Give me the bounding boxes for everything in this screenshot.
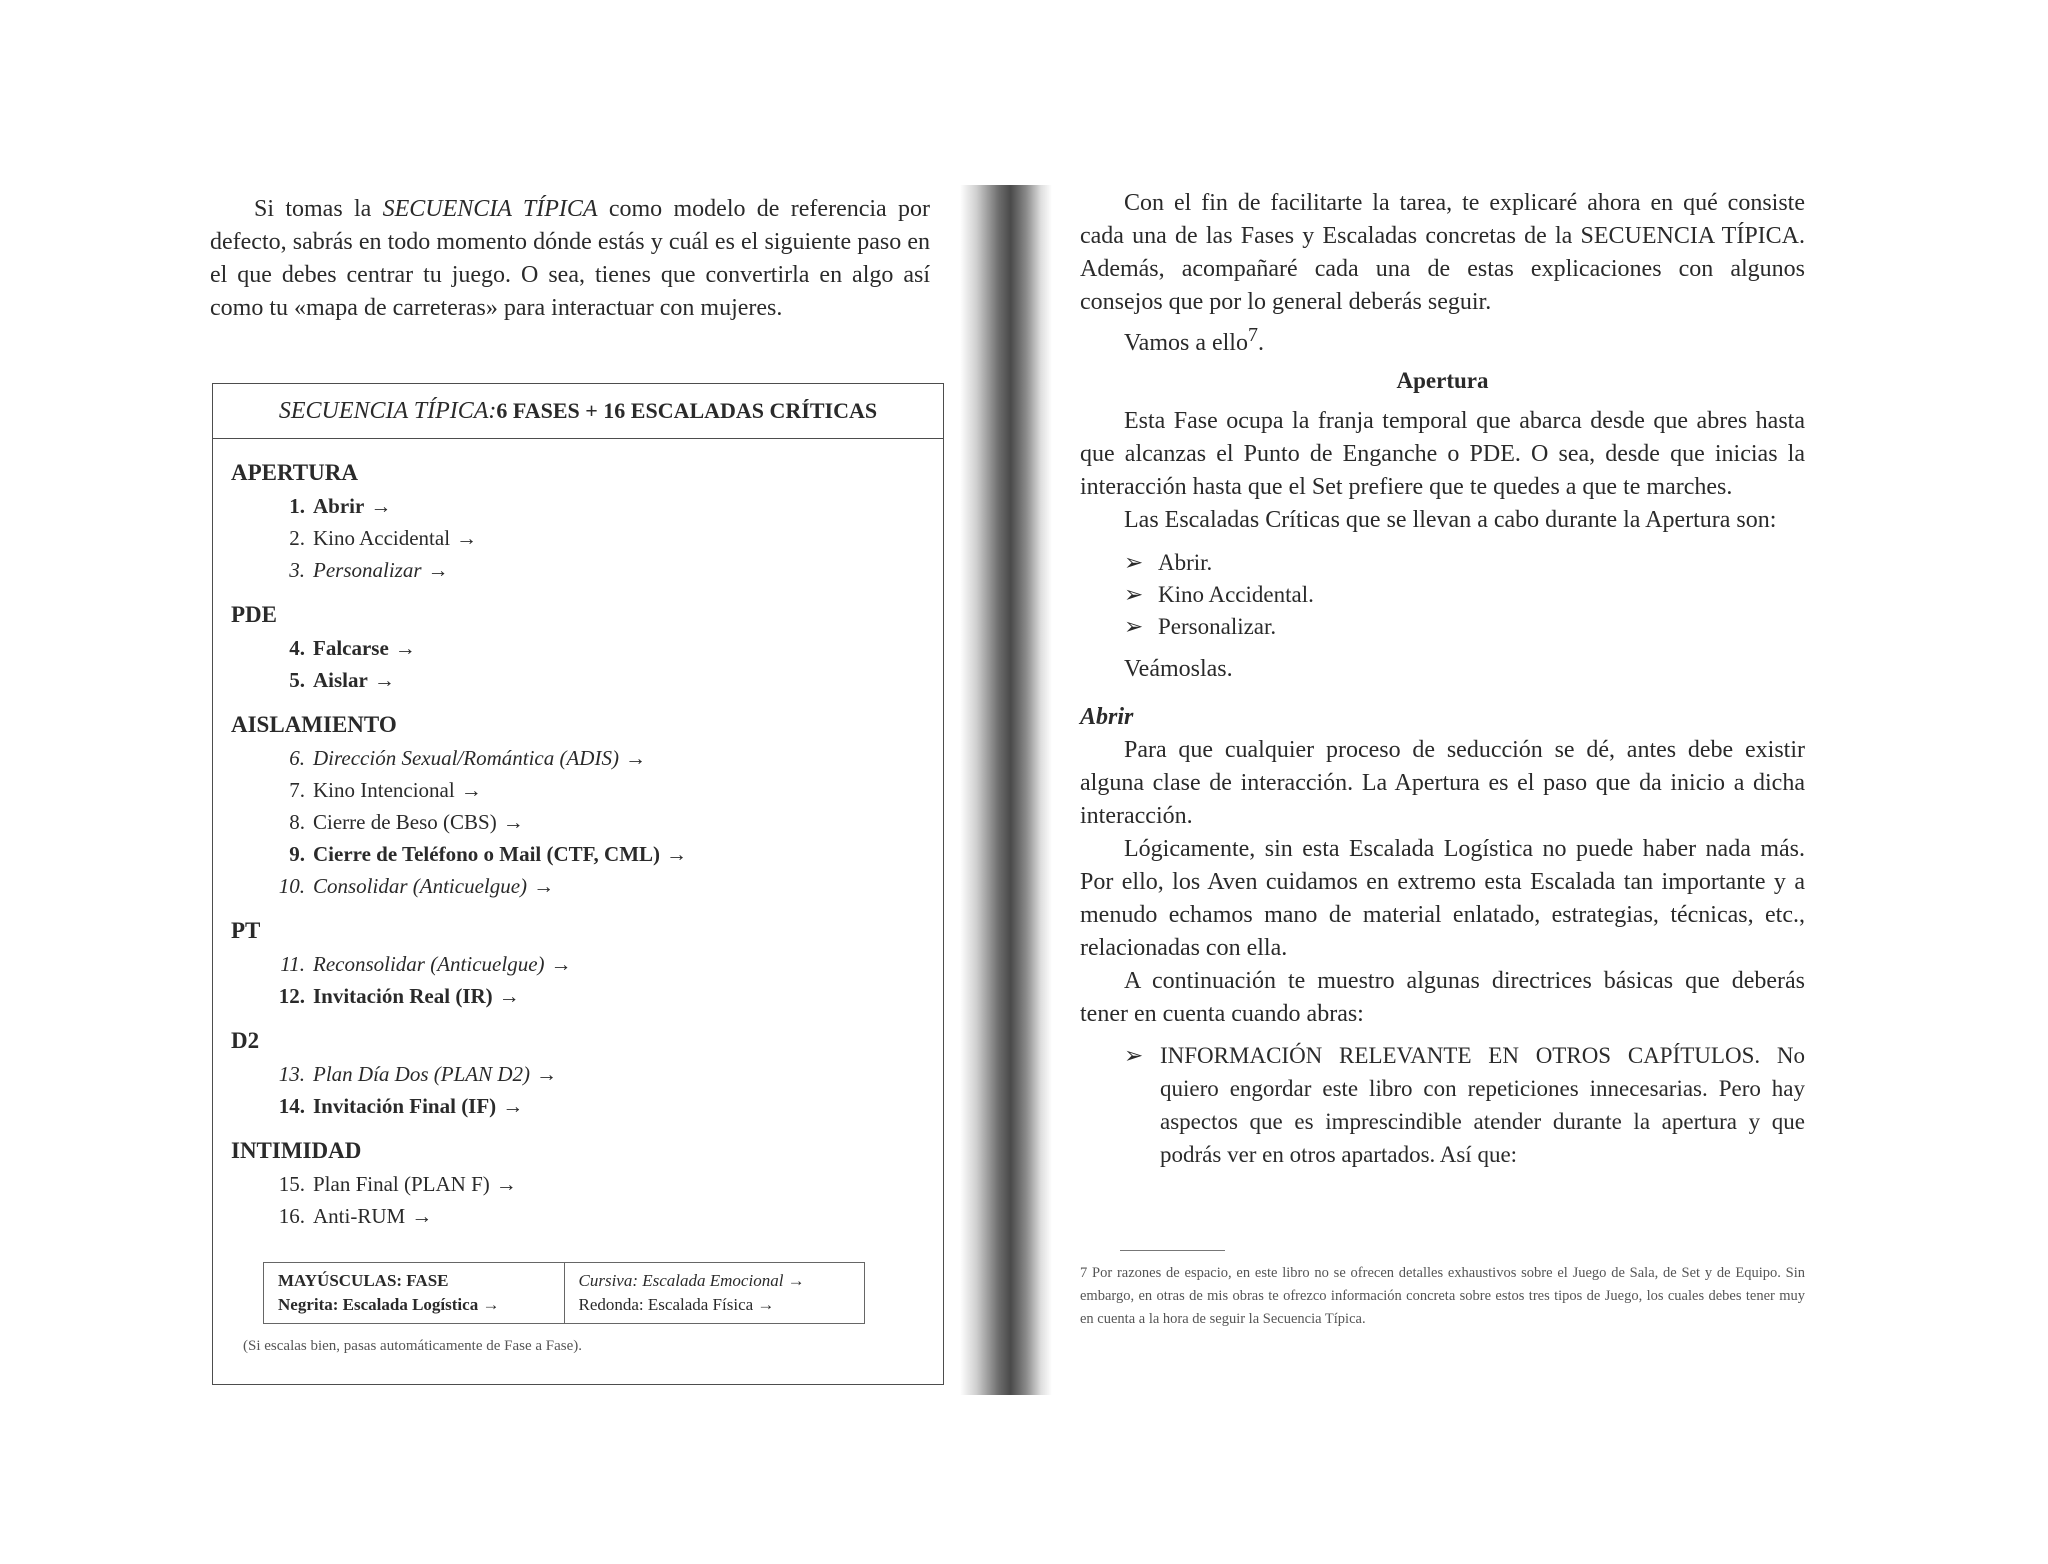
arrow-right-icon: → — [456, 526, 478, 550]
bullet-text: Kino Accidental. — [1158, 582, 1314, 607]
step-label: Personalizar — [313, 558, 422, 582]
phase-heading: PT — [231, 918, 261, 943]
step-label: Anti-RUM — [313, 1204, 406, 1228]
phase-heading: AISLAMIENTO — [231, 712, 397, 737]
arrow-right-icon: → — [370, 494, 392, 518]
legend-redonda: Redonda: Escalada Física → — [578, 1295, 775, 1314]
step-item — [275, 664, 921, 696]
table-title-bold: 6 FASES + 16 ESCALADAS CRÍTICAS — [496, 398, 878, 423]
apertura-paragraph-2: Las Escaladas Críticas que se llevan a cabo durante la Apertura son: — [1124, 507, 1777, 533]
subsection-title-abrir: Abrir — [1080, 704, 1134, 730]
step-label: Plan Final (PLAN F) — [313, 1172, 490, 1196]
step-number: 14. — [278, 1094, 305, 1118]
arrow-right-icon: → — [498, 984, 520, 1008]
abrir-paragraph-1: Para que cualquier proceso de seducción se dé, antes debe existir alguna clase de interacción. La Apertura es el paso que da inicio a dicha interacción. — [1080, 737, 1805, 829]
step-item — [275, 1090, 921, 1122]
step-label: Invitación Real (IR) — [313, 984, 493, 1008]
table-note: (Si escalas bien, pasas automáticamente de Fase a Fase). — [243, 1338, 583, 1354]
bullet-text: Abrir. — [1158, 550, 1213, 575]
phase-steps — [231, 490, 921, 586]
apertura-paragraph-1: Esta Fase ocupa la franja temporal que abarca desde que abres hasta que alcanzas el Punto de Enganche o PDE. O sea, desde que inicias la interacción hasta que el Set prefiere que te quedes a que te marches. — [1080, 408, 1805, 500]
phase-heading: INTIMIDAD — [231, 1138, 362, 1163]
step-item — [275, 948, 921, 980]
phase-steps — [231, 1168, 921, 1232]
intro-text-b: como modelo de referencia por defecto, sabrás en todo momento dónde estás y cuál es el siguiente paso en el que debes centrar tu juego. O sea, tienes que convertirla en algo así como tu «mapa de carreteras» para interactuar con mujeres. — [210, 196, 931, 321]
legend-cursiva: Cursiva: Escalada Emocional → — [578, 1271, 805, 1290]
phase-steps — [231, 742, 921, 902]
phase-steps — [231, 632, 921, 696]
right-intro-paragraph: Con el fin de facilitarte la tarea, te explicaré ahora en qué consiste cada una de las Fases y Escaladas concretas de la SECUENCIA TÍPICA. Además, acompañaré cada una de estas explicaciones con algunos consejos que por lo general deberás seguir. — [1080, 190, 1805, 315]
step-label: Reconsolidar (Anticuelgue) — [313, 952, 545, 976]
footnote-7: 7 Por razones de espacio, en este libro no se ofrecen detalles exhaustivos sobre el Juego de Sala, de Set y de Equipo. Sin embargo, en otras de mis obras te ofrezco información concreta sobre estos tres tipos de Juego, los cuales debes tener muy en cuenta a la hora de seguir la Secuencia Típica. — [1080, 1265, 1805, 1327]
book-gutter-shadow — [960, 185, 1052, 1395]
arrow-right-icon: → — [533, 874, 555, 898]
list-item — [1124, 1039, 1805, 1171]
bullet-arrow-icon: ➢ — [1124, 582, 1144, 607]
arrow-right-icon: → — [536, 1062, 557, 1086]
info-item-text: INFORMACIÓN RELEVANTE EN OTROS CAPÍTULOS. No quiero engordar este libro con repeticiones innecesarias. Pero hay aspectos que es imprescindible atender durante la apertura y que podrás ver en otros apartados. Así que: — [1160, 1043, 1805, 1167]
step-item — [275, 774, 921, 806]
legend-left — [264, 1263, 564, 1323]
left-intro-paragraph — [210, 193, 930, 325]
table-title-italic: SECUENCIA TÍPICA: — [278, 397, 497, 424]
step-label: Cierre de Teléfono o Mail (CTF, CML) — [313, 842, 661, 866]
legend-right — [564, 1263, 865, 1323]
bullet-arrow-icon: ➢ — [1124, 614, 1144, 639]
phase-sections — [231, 458, 921, 1232]
vamos-text: Vamos a ello — [1124, 330, 1248, 356]
step-number: 9. — [289, 842, 305, 866]
section-title-apertura: Apertura — [1396, 368, 1489, 393]
arrow-right-icon: → — [394, 636, 416, 660]
step-number: 15. — [278, 1172, 305, 1196]
step-number: 11. — [280, 952, 305, 976]
vamos-line: Vamos a ello$^7$. — [1124, 324, 1264, 356]
step-label: Kino Intencional — [313, 778, 455, 802]
phase-heading: APERTURA — [231, 460, 358, 485]
arrow-right-icon: → — [427, 558, 449, 582]
arrow-right-icon: → — [460, 778, 482, 802]
step-item — [275, 1200, 921, 1232]
step-label: Aislar — [313, 668, 368, 692]
step-label: Falcarse — [313, 636, 389, 660]
step-number: 5. — [289, 668, 305, 692]
step-item — [275, 632, 921, 664]
step-number: 13. — [278, 1062, 305, 1086]
step-number: 6. — [289, 746, 305, 770]
step-item — [275, 980, 921, 1012]
step-number: 1. — [289, 494, 305, 518]
step-number: 7. — [289, 778, 305, 802]
intro-text-a: Si tomas la — [254, 196, 383, 222]
step-number: 8. — [289, 810, 305, 834]
step-item — [275, 554, 921, 586]
step-label: Invitación Final (IF) — [313, 1094, 497, 1118]
intro-emphasis: SECUENCIA TÍPICA — [382, 196, 598, 222]
step-item — [275, 870, 921, 902]
step-label: Kino Accidental — [313, 526, 451, 550]
step-item — [275, 838, 921, 870]
abrir-paragraph-3: A continuación te muestro algunas directrices básicas que deberás tener en cuenta cuando abras: — [1080, 968, 1805, 1027]
step-number: 12. — [278, 984, 305, 1008]
step-number: 4. — [289, 636, 305, 660]
step-number: 10. — [278, 874, 305, 898]
directrices-list — [1124, 1039, 1805, 1171]
step-label: Abrir — [313, 494, 365, 518]
arrow-right-icon: → — [495, 1172, 517, 1196]
step-item — [275, 522, 921, 554]
table-title — [213, 384, 943, 439]
bullet-arrow-icon: ➢ — [1124, 550, 1144, 575]
abrir-paragraph-2: Lógicamente, sin esta Escalada Logística no puede haber nada más. Por ello, los Aven cuidamos en extremo esta Escalada tan importante y a menudo echamos mano de material enlatado, estrategias, técnicas, etc., relacionadas con ella. — [1080, 836, 1805, 961]
phase-steps — [231, 1058, 921, 1122]
list-item — [1124, 547, 1805, 579]
bullet-arrow-icon: ➢ — [1124, 1043, 1144, 1068]
arrow-right-icon: → — [411, 1204, 433, 1228]
arrow-right-icon: → — [550, 952, 572, 976]
step-number: 3. — [289, 558, 305, 582]
arrow-right-icon: → — [502, 810, 524, 834]
step-item — [275, 806, 921, 838]
step-item — [275, 1168, 921, 1200]
bullet-text: Personalizar. — [1158, 614, 1277, 639]
step-item — [275, 742, 921, 774]
arrow-right-icon: → — [666, 842, 688, 866]
apertura-body — [1080, 405, 1805, 1171]
arrow-right-icon: → — [502, 1094, 524, 1118]
step-label: Dirección Sexual/Romántica (ADIS) — [313, 746, 619, 770]
veamos-paragraph: Veámoslas. — [1124, 656, 1233, 682]
step-number: 2. — [289, 526, 305, 550]
phase-heading: PDE — [231, 602, 277, 627]
escaladas-list — [1124, 547, 1805, 643]
step-number: 16. — [278, 1204, 305, 1228]
arrow-right-icon: → — [373, 668, 395, 692]
list-item — [1124, 611, 1805, 643]
step-label: Consolidar (Anticuelgue) — [313, 874, 528, 898]
phase-heading: D2 — [231, 1028, 260, 1053]
step-item — [275, 1058, 921, 1090]
step-item — [275, 490, 921, 522]
secuencia-tipica-table — [212, 383, 944, 1385]
footnote-ref: 7 — [1247, 324, 1258, 346]
arrow-right-icon: → — [624, 746, 646, 770]
phase-steps — [231, 948, 921, 1012]
list-item — [1124, 579, 1805, 611]
footnote-divider — [1120, 1250, 1225, 1251]
legend-mayusculas: MAYÚSCULAS: FASE — [278, 1271, 449, 1290]
legend-negrita: Negrita: Escalada Logística → — [278, 1295, 500, 1314]
step-label: Plan Día Dos (PLAN D2) — [313, 1062, 530, 1086]
right-intro — [1080, 187, 1805, 360]
step-label: Cierre de Beso (CBS) — [313, 810, 497, 834]
table-legend — [263, 1262, 865, 1324]
